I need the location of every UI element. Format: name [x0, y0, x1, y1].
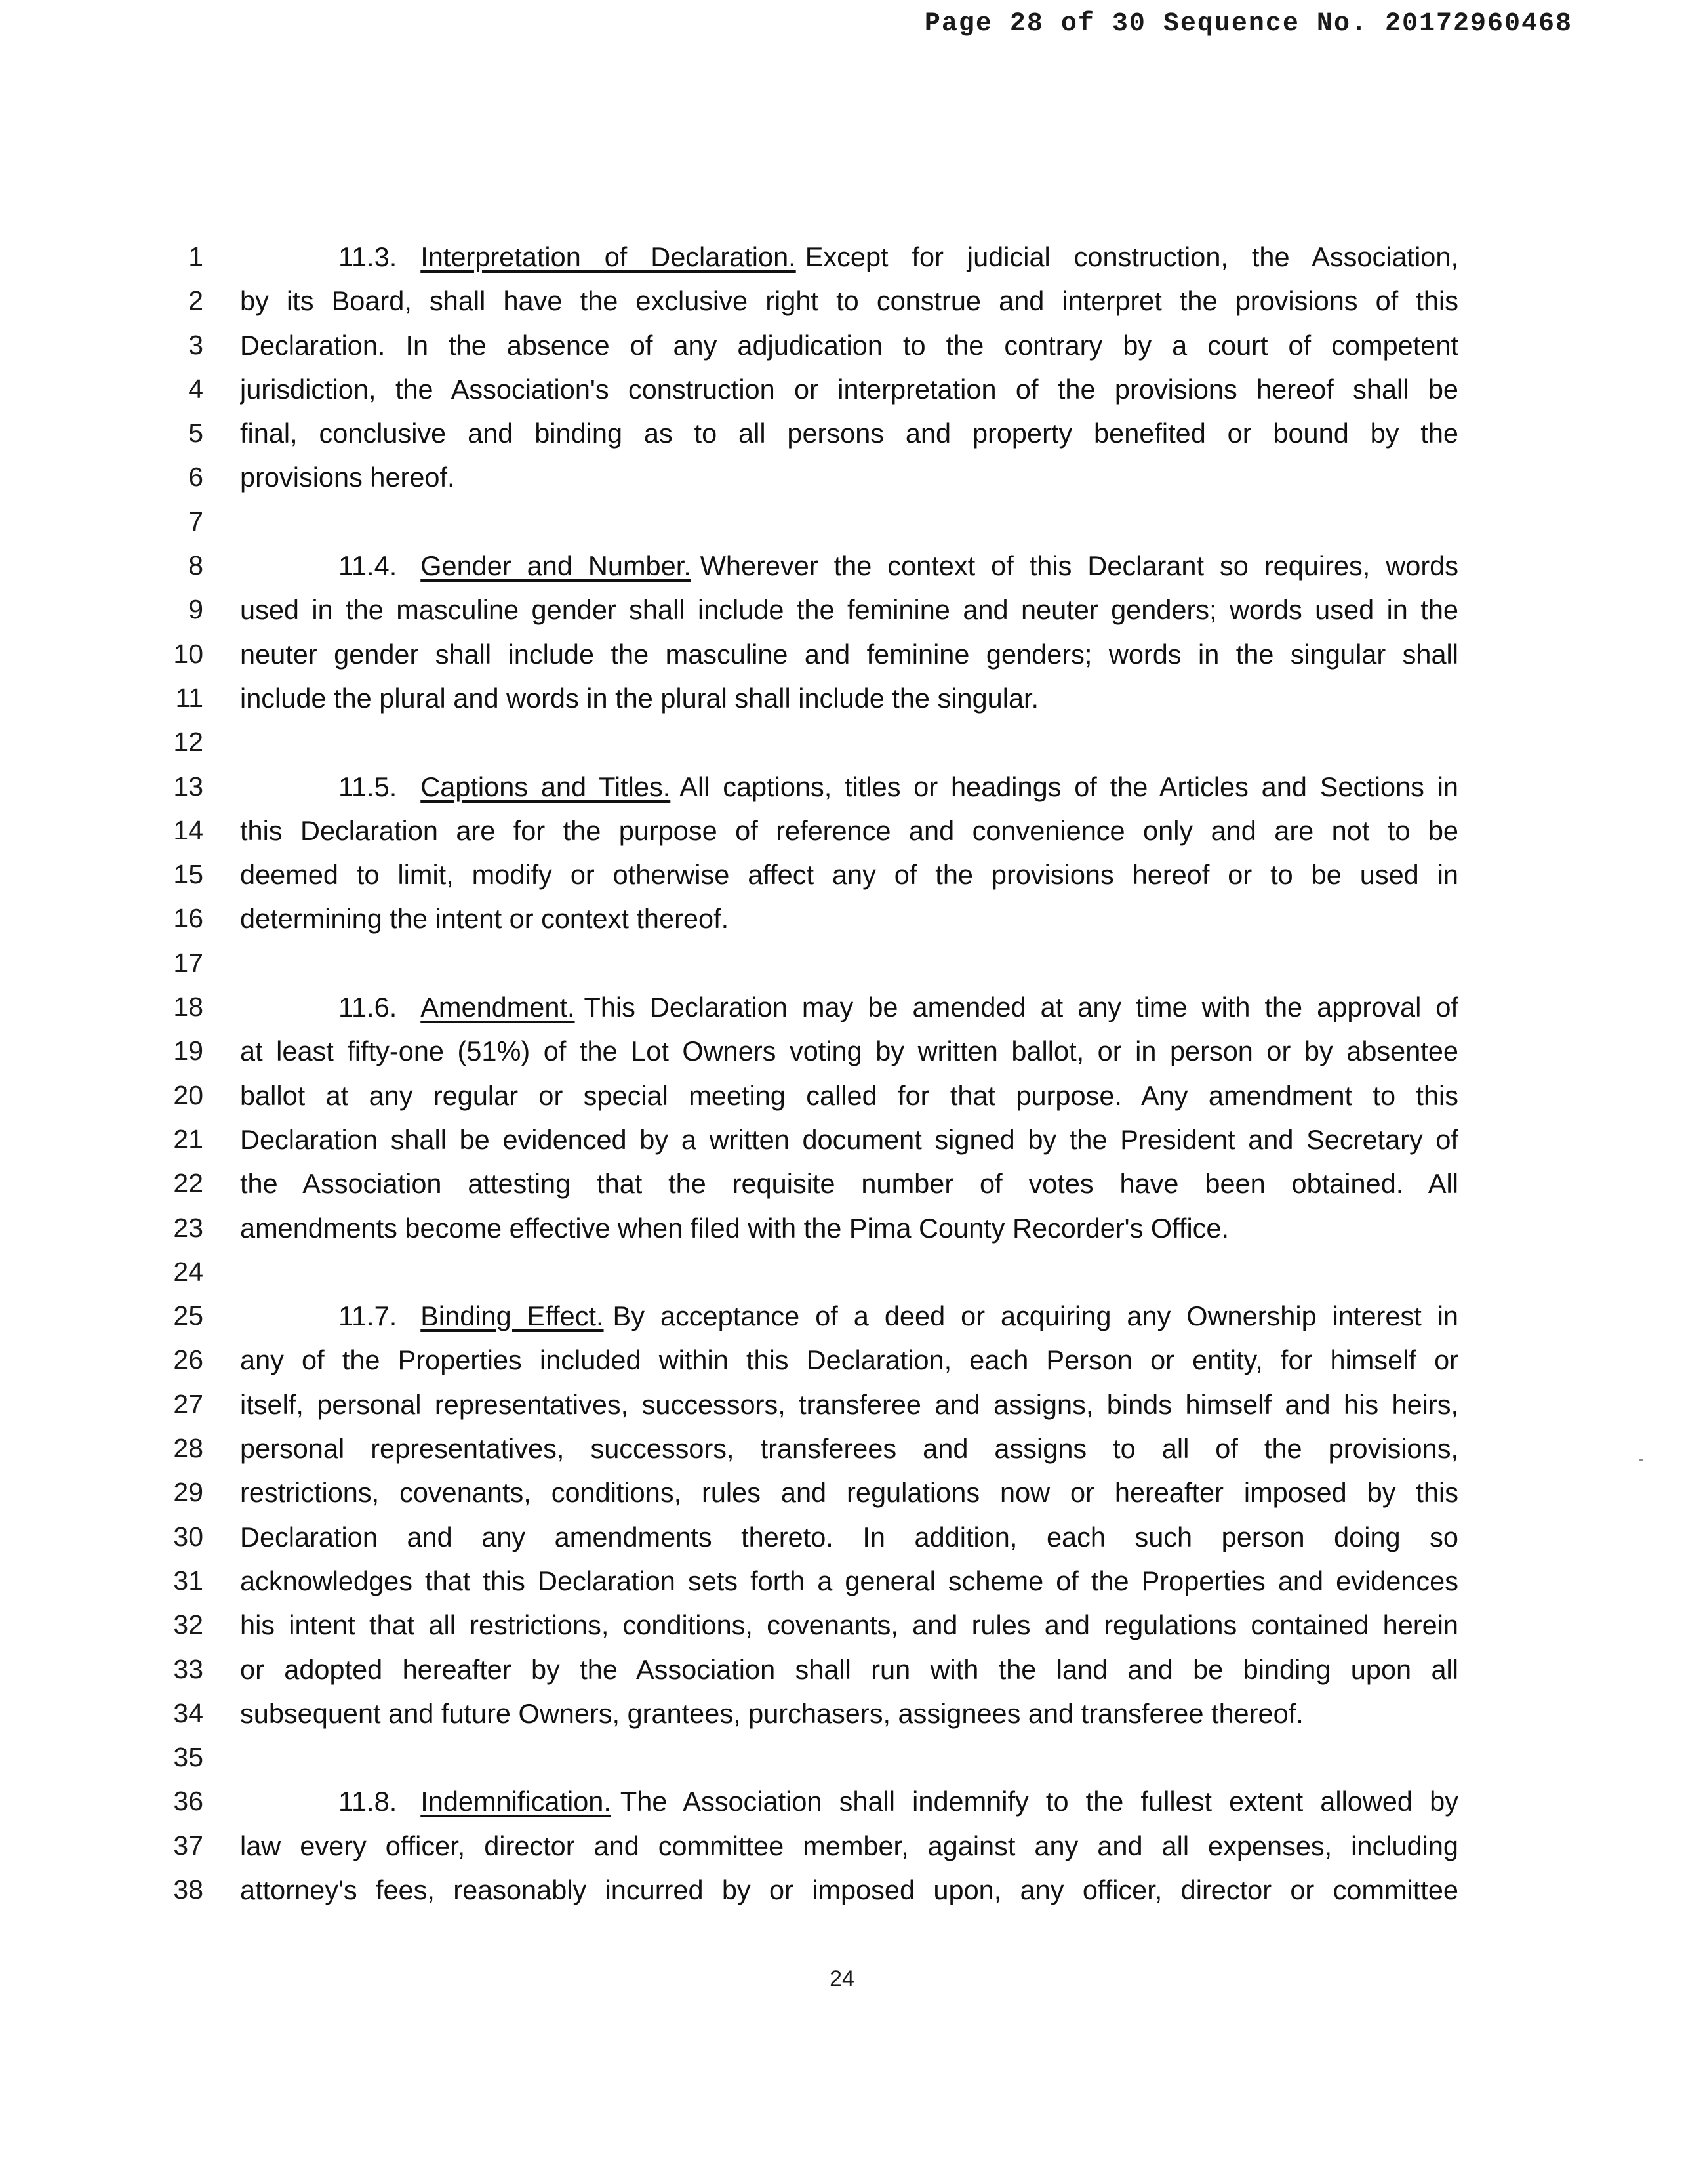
- section-text-line: at least fifty-one (51%) of the Lot Owners voting by written ballot, or in person or by absentee: [240, 1036, 1458, 1067]
- section-text-line: deemed to limit, modify or otherwise affect any of the provisions hereof or to be used in: [240, 859, 1458, 891]
- line-number: 22: [173, 1168, 203, 1199]
- line-number: 5: [188, 418, 203, 449]
- line-number: 29: [173, 1477, 203, 1508]
- section-text-line: acknowledges that this Declaration sets forth a general scheme of the Properties and evidences: [240, 1565, 1458, 1596]
- section-text-line: by its Board, shall have the exclusive right to construe and interpret the provisions of this: [240, 285, 1458, 317]
- section-number: 11.6.: [338, 992, 397, 1023]
- section-11-5-first-line: [240, 765, 1458, 809]
- line-number: 6: [188, 462, 203, 493]
- section-text: All captions, titles or headings of the Articles and Sections in: [679, 771, 1458, 802]
- line-number: 34: [173, 1697, 203, 1728]
- line-number: 10: [173, 638, 203, 669]
- line-number: 38: [173, 1874, 203, 1905]
- section-11-7-first-line: [240, 1294, 1458, 1338]
- line-number: 11: [175, 682, 203, 713]
- line-number: 8: [188, 550, 203, 581]
- section-text-line: subsequent and future Owners, grantees, purchasers, assignees and transferee thereof.: [240, 1697, 1304, 1729]
- line-number: 17: [173, 947, 203, 978]
- line-number: 12: [173, 727, 203, 758]
- line-number: 30: [173, 1521, 203, 1552]
- section-text-line: attorney's fees, reasonably incurred by or imposed upon, any officer, director or committee: [240, 1874, 1458, 1905]
- section-text-line: used in the masculine gender shall include the feminine and neuter genders; words used in the: [240, 594, 1458, 626]
- section-heading: Captions and Titles.: [420, 771, 671, 802]
- section-text-line: or adopted hereafter by the Association shall run with the land and be binding upon all: [240, 1653, 1458, 1685]
- line-number: 25: [173, 1301, 203, 1331]
- section-text: Except for judicial construction, the Association,: [805, 241, 1458, 272]
- section-heading: Indemnification.: [420, 1786, 611, 1817]
- section-heading: Amendment.: [420, 992, 575, 1023]
- section-text-line: itself, personal representatives, successors, transferee and assigns, binds himself and his heirs,: [240, 1388, 1458, 1420]
- section-text-line: jurisdiction, the Association's construction or interpretation of the provisions hereof shall be: [240, 373, 1458, 405]
- line-number: 31: [173, 1565, 203, 1596]
- section-text: By acceptance of a deed or acquiring any Ownership interest in: [612, 1301, 1458, 1332]
- line-number: 26: [173, 1345, 203, 1375]
- section-text-line: neuter gender shall include the masculine and feminine genders; words in the singular shall: [240, 638, 1458, 670]
- line-number: 32: [173, 1609, 203, 1640]
- line-number: 7: [188, 506, 203, 536]
- blank-line: [240, 1250, 1458, 1294]
- section-text-line: Declaration shall be evidenced by a written document signed by the President and Secretary of: [240, 1123, 1458, 1155]
- section-text-line: include the plural and words in the plural shall include the singular.: [240, 682, 1039, 714]
- line-number: 15: [173, 859, 203, 890]
- section-text: Wherever the context of this Declarant so requires, words: [700, 550, 1458, 582]
- section-heading: Gender and Number.: [420, 550, 691, 582]
- line-number: 4: [188, 373, 203, 404]
- blank-line: [240, 1735, 1458, 1779]
- section-heading: Binding Effect.: [420, 1301, 604, 1332]
- line-number: 2: [188, 285, 203, 316]
- section-number: 11.3.: [338, 241, 397, 272]
- section-text-line: any of the Properties included within this Declaration, each Person or entity, for himself or: [240, 1345, 1458, 1376]
- line-number: 18: [173, 992, 203, 1022]
- line-number: 36: [173, 1786, 203, 1817]
- blank-line: [240, 720, 1458, 764]
- recording-stamp-header: Page 28 of 30 Sequence No. 20172960468: [924, 9, 1573, 39]
- line-number: 9: [188, 594, 203, 625]
- section-11-3-first-line: [240, 235, 1458, 279]
- line-number: 33: [173, 1653, 203, 1684]
- section-text-line: determining the intent or context thereof.: [240, 903, 729, 935]
- line-number: 28: [173, 1433, 203, 1464]
- line-number-column: [157, 235, 203, 1912]
- section-text-line: the Association attesting that the requisite number of votes have been obtained. All: [240, 1168, 1458, 1200]
- section-text-line: law every officer, director and committee member, against any and all expenses, including: [240, 1830, 1458, 1861]
- section-text-line: personal representatives, successors, transferees and assigns to all of the provisions,: [240, 1433, 1458, 1465]
- blank-line: [240, 500, 1458, 544]
- section-number: 11.5.: [338, 771, 397, 802]
- section-text-line: provisions hereof.: [240, 462, 455, 493]
- section-text-line: his intent that all restrictions, conditions, covenants, and rules and regulations contained herein: [240, 1609, 1458, 1641]
- section-number: 11.7.: [338, 1301, 397, 1332]
- scan-speck: [1639, 1459, 1643, 1461]
- section-text-line: amendments become effective when filed with the Pima County Recorder's Office.: [240, 1212, 1230, 1244]
- document-body: [240, 235, 1458, 1912]
- line-number: 35: [173, 1742, 203, 1773]
- line-number: 37: [173, 1830, 203, 1861]
- section-text-line: Declaration. In the absence of any adjudication to the contrary by a court of competent: [240, 329, 1458, 361]
- line-number: 23: [173, 1212, 203, 1243]
- line-number: 19: [173, 1036, 203, 1066]
- section-number: 11.4.: [338, 550, 397, 582]
- section-text: This Declaration may be amended at any time with the approval of: [584, 992, 1458, 1023]
- section-11-8-first-line: [240, 1779, 1458, 1823]
- section-11-4-first-line: [240, 544, 1458, 588]
- line-number: 3: [188, 329, 203, 360]
- section-text-line: restrictions, covenants, conditions, rules and regulations now or hereafter imposed by this: [240, 1477, 1458, 1508]
- section-text-line: this Declaration are for the purpose of reference and convenience only and are not to be: [240, 815, 1458, 846]
- section-text-line: Declaration and any amendments thereto. In addition, each such person doing so: [240, 1521, 1458, 1552]
- section-heading: Interpretation of Declaration.: [420, 241, 796, 272]
- section-number: 11.8.: [338, 1786, 397, 1817]
- line-number: 1: [188, 241, 203, 272]
- line-number: 24: [173, 1256, 203, 1287]
- line-number: 27: [173, 1388, 203, 1419]
- section-text-line: ballot at any regular or special meeting called for that purpose. Any amendment to this: [240, 1080, 1458, 1111]
- section-11-6-first-line: [240, 985, 1458, 1029]
- line-number: 14: [173, 815, 203, 845]
- section-text: The Association shall indemnify to the fullest extent allowed by: [620, 1786, 1458, 1817]
- page-number: 24: [830, 1966, 854, 1991]
- line-number: 20: [173, 1080, 203, 1110]
- line-number: 13: [173, 771, 203, 801]
- line-number: 21: [173, 1123, 203, 1154]
- blank-line: [240, 941, 1458, 985]
- section-text-line: final, conclusive and binding as to all persons and property benefited or bound by the: [240, 418, 1458, 449]
- line-number: 16: [173, 903, 203, 934]
